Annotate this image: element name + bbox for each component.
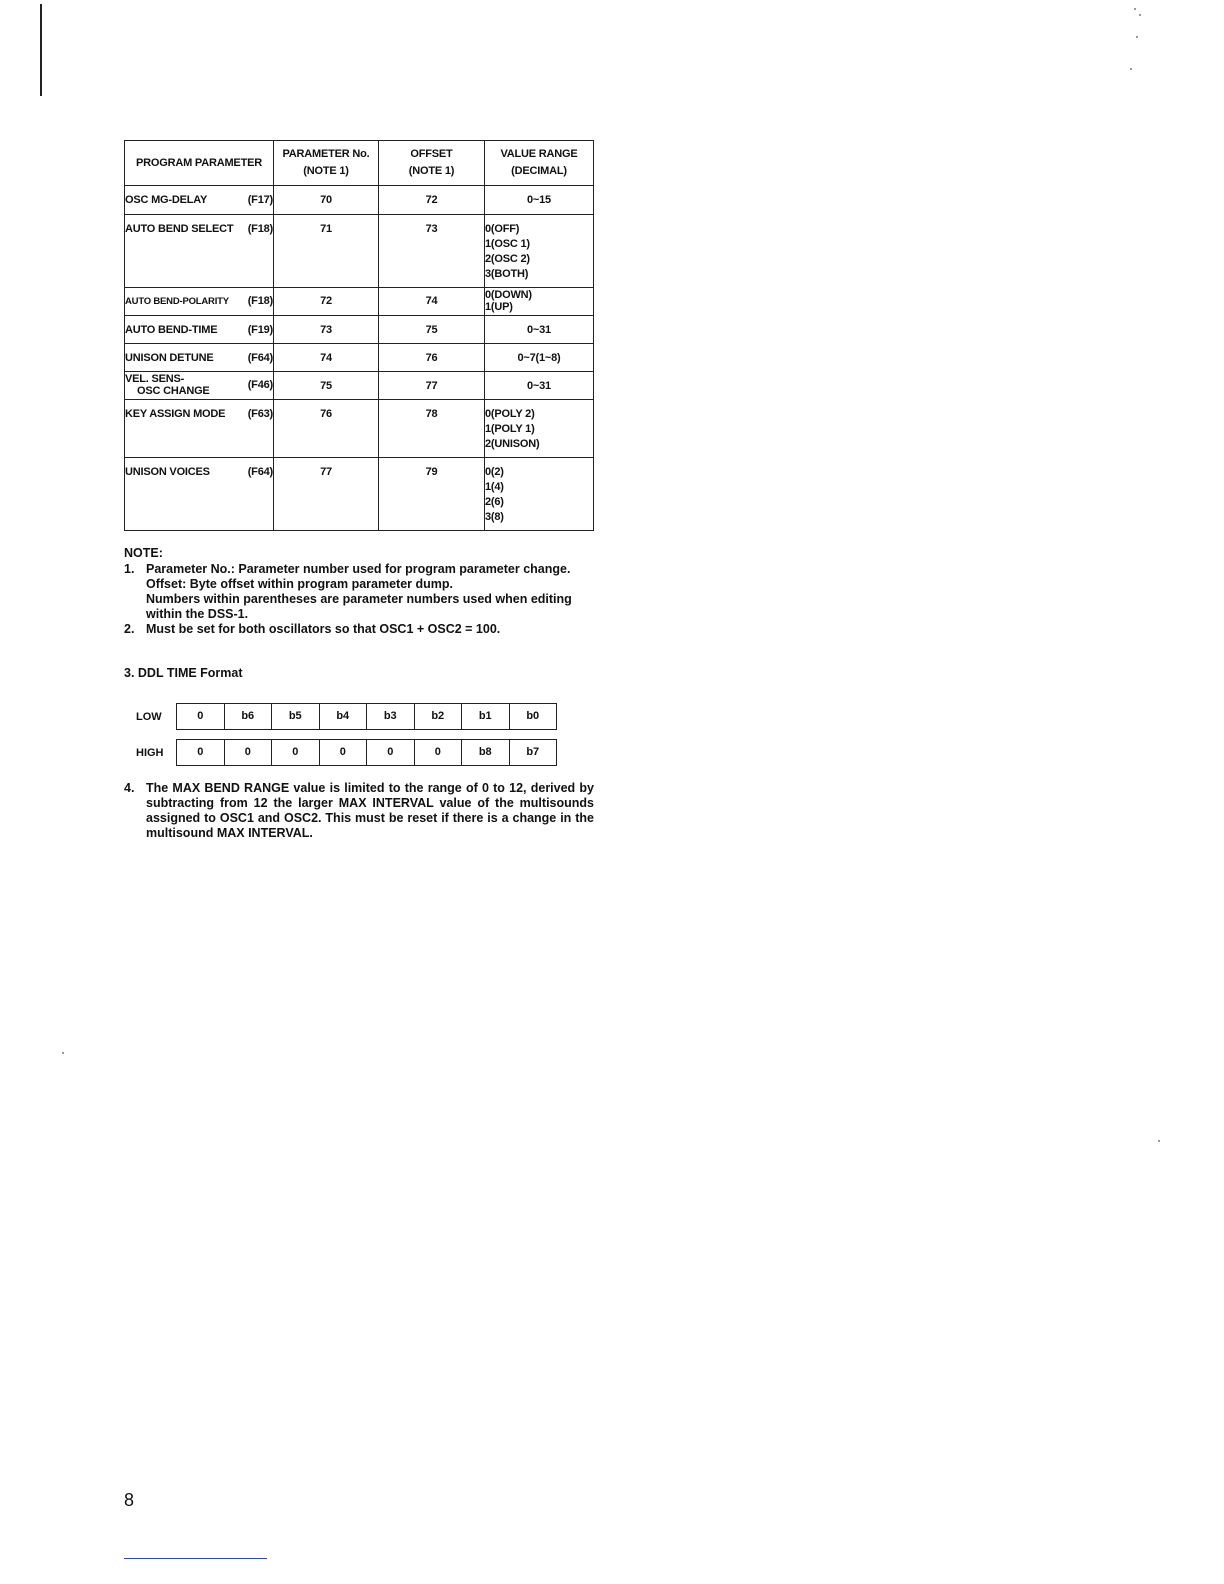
row-name: AUTO BEND SELECT (F18) — [125, 215, 274, 288]
bit-cell: b8 — [461, 740, 509, 765]
row-value-range: 0~31 — [485, 316, 594, 344]
row-offset: 75 — [379, 316, 485, 344]
row-param-no: 72 — [274, 288, 379, 316]
row-name: VEL. SENS- OSC CHANGE (F46) — [125, 372, 274, 400]
notes-title: NOTE: — [124, 546, 163, 560]
row-name: UNISON DETUNE (F64) — [125, 344, 274, 372]
bit-cell: 0 — [197, 710, 204, 722]
bit-cell: 0 — [271, 740, 319, 765]
row-offset: 73 — [379, 215, 485, 288]
row-value-range: 0(DOWN) 1(UP) — [485, 288, 594, 316]
table-row — [125, 316, 594, 344]
row-param-no: 71 — [274, 215, 379, 288]
row-param-no: 77 — [274, 458, 379, 531]
row-param-no: 70 — [274, 186, 379, 215]
row-offset: 72 — [379, 186, 485, 215]
bit-cell: 0 — [197, 746, 204, 758]
row-offset: 74 — [379, 288, 485, 316]
bit-cell: 0 — [414, 740, 462, 765]
bit-cell: b5 — [271, 704, 319, 729]
ddl-time-format-title: 3. DDL TIME Format — [124, 666, 243, 680]
binder-margin-line — [40, 4, 42, 96]
program-parameter-table — [124, 140, 594, 531]
table-row — [125, 372, 594, 400]
note-2: 2. Must be set for both oscillators so that OSC1 + OSC2 = 100. — [124, 622, 501, 636]
scan-speck — [1134, 8, 1136, 10]
row-value-range: 0(OFF) 1(OSC 1) 2(OSC 2) 3(BOTH) — [485, 215, 594, 288]
row-name: AUTO BEND-TIME (F19) — [125, 316, 274, 344]
row-param-no: 76 — [274, 400, 379, 458]
row-name: AUTO BEND-POLARITY (F18) — [125, 288, 274, 316]
high-byte-cells — [176, 739, 557, 766]
table-row — [125, 344, 594, 372]
ddl-low-byte — [136, 703, 557, 730]
header-parameter-no: PARAMETER No. (NOTE 1) — [274, 141, 379, 186]
row-value-range: 0(POLY 2) 1(POLY 1) 2(UNISON) — [485, 400, 594, 458]
row-param-no: 74 — [274, 344, 379, 372]
bit-cell: b1 — [461, 704, 509, 729]
bit-cell: b3 — [366, 704, 414, 729]
header-offset: OFFSET (NOTE 1) — [379, 141, 485, 186]
note-4: 4. The MAX BEND RANGE value is limited to the range of 0 to 12, derived by subtracting from 12 the larger MAX INTERVAL value of the multisounds assigned to OSC1 and OSC2. This must be reset if there is a change in the multisound MAX INTERVAL. — [124, 781, 594, 840]
bit-cell: b6 — [224, 704, 272, 729]
row-name: OSC MG-DELAY (F17) — [125, 186, 274, 215]
bit-cell: 0 — [224, 740, 272, 765]
page-number: 8 — [124, 1490, 135, 1510]
low-byte-label: LOW — [136, 710, 162, 723]
table-header-row — [125, 141, 594, 186]
scan-speck — [1130, 68, 1132, 70]
table-row — [125, 215, 594, 288]
row-offset: 77 — [379, 372, 485, 400]
table-row — [125, 400, 594, 458]
bit-cell: b0 — [509, 704, 557, 729]
table-row — [125, 288, 594, 316]
scan-speck — [1139, 14, 1141, 16]
row-name: UNISON VOICES (F64) — [125, 458, 274, 531]
bit-cell: b4 — [319, 704, 367, 729]
ddl-high-byte — [136, 739, 557, 766]
row-value-range: 0~15 — [485, 186, 594, 215]
row-offset: 79 — [379, 458, 485, 531]
row-name: KEY ASSIGN MODE (F63) — [125, 400, 274, 458]
scan-speck — [1158, 1140, 1160, 1142]
low-byte-cells — [176, 703, 557, 730]
header-program-parameter: PROGRAM PARAMETER — [125, 141, 274, 186]
table-row — [125, 186, 594, 215]
row-offset: 78 — [379, 400, 485, 458]
header-value-range: VALUE RANGE (DECIMAL) — [485, 141, 594, 186]
notes-section — [124, 546, 594, 637]
row-param-no: 75 — [274, 372, 379, 400]
scan-speck — [62, 1052, 64, 1054]
row-offset: 76 — [379, 344, 485, 372]
footer-rule — [124, 1558, 267, 1559]
bit-cell: b7 — [509, 740, 557, 765]
row-value-range: 0~31 — [485, 372, 594, 400]
high-byte-label: HIGH — [136, 746, 164, 759]
bit-cell: 0 — [319, 740, 367, 765]
bit-cell: 0 — [366, 740, 414, 765]
scan-speck — [1136, 36, 1138, 38]
note-1: 1. Parameter No.: Parameter number used for program parameter change. Offset: Byte offset within program parameter dump. Numbers within parentheses are parameter numbers used when editing within the DSS-1. — [124, 562, 572, 621]
row-param-no: 73 — [274, 316, 379, 344]
bit-cell: b2 — [414, 704, 462, 729]
row-value-range: 0(2) 1(4) 2(6) 3(8) — [485, 458, 594, 531]
row-value-range: 0~7(1~8) — [485, 344, 594, 372]
table-row — [125, 458, 594, 531]
